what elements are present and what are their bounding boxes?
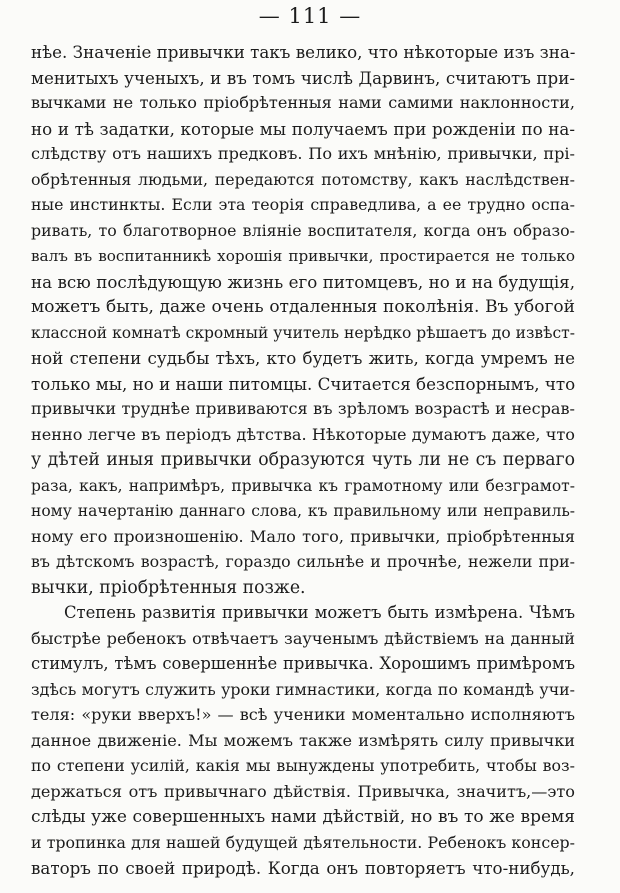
text-line: держаться отъ привычнаго дѣйствія. Привычка, значитъ,—это [31,782,575,801]
text-line: ривать, то благотворное вліяніе воспитателя, когда онъ образо- [31,221,575,240]
text-line: ваторъ по своей природѣ. Когда онъ повторяетъ что-нибудь, [31,858,575,878]
text-line: раза, какъ, напримѣръ, привычка къ грамотному или безграмот- [31,477,575,495]
text-line: ненно легче въ періодъ дѣтства. Нѣкоторые думаютъ даже, что [31,425,575,444]
text-line: привычки труднѣе прививаются въ зрѣломъ возрастѣ и несрав- [31,399,575,418]
text-line: можетъ быть, даже очень отдаленныя поколѣнія. Въ убогой [31,297,575,317]
text-line: только мы, но и наши питомцы. Считается безспорнымъ, что [31,374,576,394]
text-line: въ дѣтскомъ возрастѣ, гораздо сильнѣе и прочнѣе, нежели при- [31,552,575,571]
text-line: и тропинка для нашей будущей дѣятельности. Ребенокъ консер- [31,833,575,852]
text-line: данное движеніе. Мы можемъ также измѣрять силу привычки [31,731,575,750]
text-line: ной степени судьбы тѣхъ, кто будетъ жить, когда умремъ не [31,348,575,368]
text-line: у дѣтей иныя привычки образуются чуть ли не съ перваго [31,450,575,470]
text-line: вычками не только пріобрѣтенныя нами самими наклонности, [31,93,575,112]
text-line: слѣды уже совершенныхъ нами дѣйствій, но въ то же время [31,807,575,827]
paragraph-first-line: Степень развитія привычки можетъ быть измѣрена. Чѣмъ [64,603,575,622]
text-line: нѣе. Значеніе привычки такъ велико, что нѣкоторые изъ зна- [31,42,576,62]
text-line: здѣсь могутъ служить уроки гимнастики, когда по командѣ учи- [31,680,575,699]
text-line: по степени усилій, какія мы вынуждены употребить, чтобы воз- [31,756,575,775]
text-line: быстрѣе ребенокъ отвѣчаетъ заученымъ дѣйствіемъ на данный [31,629,575,648]
text-line: менитыхъ ученыхъ, и въ томъ числѣ Дарвинъ, считаютъ при- [31,68,575,88]
text-line: ные инстинкты. Если эта теорія справедлива, а ее трудно оспа- [31,195,575,214]
text-line: теля: «руки вверхъ!» — всѣ ученики моментально исполняютъ [31,705,575,724]
text-line: обрѣтенныя людьми, передаются потомству, какъ наслѣдствен- [31,170,575,189]
text-line: ному его произношенію. Мало того, привычки, пріобрѣтенныя [31,527,575,546]
text-line: на всю послѣдующую жизнь его питомцевъ, но и на будущія, [31,272,575,292]
text-line: стимулъ, тѣмъ совершеннѣе привычка. Хорошимъ примѣромъ [31,654,575,673]
page-number: — 111 — [258,4,362,28]
text-line: слѣдству отъ нашихъ предковъ. По ихъ мнѣнію, привычки, прі- [31,144,575,163]
text-line: ному начертанію даннаго слова, къ правильному или неправиль- [31,502,575,520]
text-line: валъ въ воспитанникѣ хорошія привычки, простирается не только [31,247,575,265]
text-line: классной комнатѣ скромный учитель нерѣдко рѣшаетъ до извѣст- [31,324,575,342]
text-line: но и тѣ задатки, которые мы получаемъ при рожденіи по на- [31,119,575,139]
text-line: вычки, пріобрѣтенныя позже. [31,578,306,598]
